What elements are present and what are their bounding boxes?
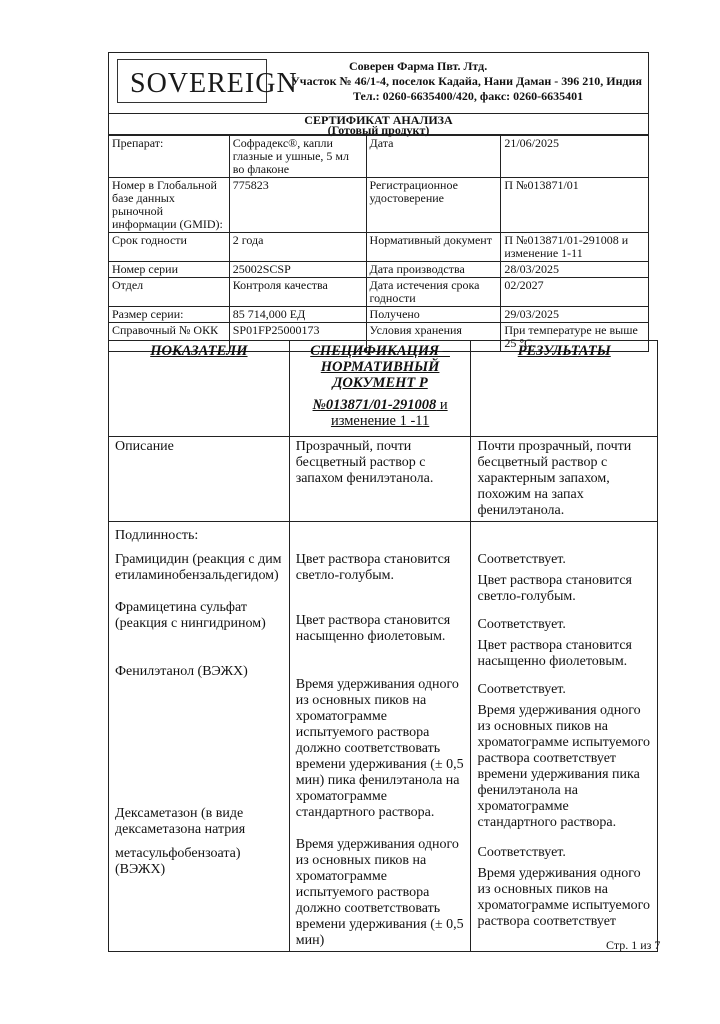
dept-value: Контроля качества xyxy=(229,278,366,307)
certificate-title: СЕРТИФИКАТ АНАЛИЗА xyxy=(304,113,453,127)
storage-value: При температуре не выше 25 °С. xyxy=(501,323,649,352)
description-spec: Прозрачный, почти бесцветный раствор с запахом фенилэтанола. xyxy=(289,437,471,522)
storage-label: Условия хранения xyxy=(366,323,501,352)
dexamethasone-result: Время удерживания одного из основных пиков на хроматограмме испытуемого раствора соответствует xyxy=(477,866,650,929)
col-indicators-header xyxy=(109,341,290,437)
identity-cell xyxy=(109,522,290,952)
date-value: 21/06/2025 xyxy=(501,136,649,178)
company-name: Соверен Фарма Пвт. Лтд. xyxy=(349,59,488,73)
company-header xyxy=(108,52,649,114)
col-spec-label: СПЕЦИФИКАЦИЯ – НОРМАТИВНЫЙ ДОКУМЕНТ Р xyxy=(310,343,450,391)
identity-spec-cell xyxy=(289,522,471,952)
preparation-label: Препарат: xyxy=(109,136,230,178)
normdoc-value: П №013871/01-291008 и изменение 1-11 xyxy=(501,233,649,262)
normdoc-label: Нормативный документ xyxy=(366,233,501,262)
exp-value: 02/2027 xyxy=(501,278,649,307)
specification-table xyxy=(108,340,661,952)
date-label: Дата xyxy=(366,136,501,178)
spec-row-identity xyxy=(109,522,658,952)
size-value: 85 714,000 ЕД xyxy=(229,307,366,323)
dexamethasone-name-1: Дексаметазон (в виде дексаметазона натрия xyxy=(115,806,246,837)
col-spec-doc-number: №013871/01-291008 xyxy=(312,397,437,413)
col-indicators-label: ПОКАЗАТЕЛИ xyxy=(150,343,248,359)
spec-header-row xyxy=(109,341,658,437)
description-result: Почти прозрачный, почти бесцветный раствор с характерным запахом, похожим на запах фенилэтанола. xyxy=(471,437,658,522)
gramicidin-result: Цвет раствора становится светло-голубым. xyxy=(477,573,632,604)
preparation-value: Софрадекс®, капли глазные и ушные, 5 мл во флаконе xyxy=(229,136,366,178)
product-info-table xyxy=(108,135,649,352)
mfg-value: 28/03/2025 xyxy=(501,262,649,278)
page-number: Стр. 1 из 7 xyxy=(606,938,661,952)
certificate-subtitle: (Готовый продукт) xyxy=(327,123,430,137)
dexamethasone-spec: Время удерживания одного из основных пиков на хроматограмме испытуемого раствора должно соответствовать времени удерживания (± 0,5 мин) xyxy=(295,837,464,948)
reg-value: П №013871/01 xyxy=(501,178,649,233)
gramicidin-result-status: Соответствует. xyxy=(477,552,566,567)
framycetin-result-status: Соответствует. xyxy=(477,617,566,632)
gmid-value: 775823 xyxy=(229,178,366,233)
phenylethanol-spec: Время удерживания одного из основных пиков на хроматограмме испытуемого раствора должно соответствовать времени удерживания (± 0,5 мин) пика фенилэтанола на хроматограмме стандартного раствора. xyxy=(295,677,464,820)
received-label: Получено xyxy=(366,307,501,323)
batch-label: Номер серии xyxy=(109,262,230,278)
phenylethanol-result: Время удерживания одного из основных пиков на хроматограмме испытуемого раствора соответствует времени удерживания пика фенилэтанола на хроматограмме стандартного раствора. xyxy=(477,703,650,830)
company-phones: Тел.: 0260-6635400/420, факс: 0260-6635401 xyxy=(353,89,584,103)
info-row xyxy=(109,278,649,307)
col-results-label: РЕЗУЛЬТАТЫ xyxy=(517,343,611,359)
framycetin-name: Фрамицетина сульфат (реакция с нингидрином) xyxy=(115,600,266,631)
col-spec-header xyxy=(289,341,471,437)
info-row xyxy=(109,307,649,323)
exp-label: Дата истечения срока годности xyxy=(366,278,501,307)
shelf-value: 2 года xyxy=(229,233,366,262)
certificate-title-box xyxy=(108,114,649,135)
shelf-label: Срок годности xyxy=(109,233,230,262)
identity-heading: Подлинность: xyxy=(115,528,199,543)
spec-row-description xyxy=(109,437,658,522)
reg-label: Регистрационное удостоверение xyxy=(366,178,501,233)
ref-label: Справочный № ОКК xyxy=(109,323,230,352)
info-row xyxy=(109,136,649,178)
info-row xyxy=(109,262,649,278)
col-spec-revision: и изменение 1 -11 xyxy=(330,397,448,429)
gramicidin-name: Грамицидин (реакция с диметиламинобензальдегидом) xyxy=(115,552,282,583)
phenylethanol-name: Фенилэтанол (ВЭЖХ) xyxy=(115,664,248,679)
dept-label: Отдел xyxy=(109,278,230,307)
logo-text: SOVEREIGN xyxy=(130,68,298,99)
framycetin-spec: Цвет раствора становится насыщенно фиолетовым. xyxy=(295,613,451,644)
company-address: Участок № 46/1-4, поселок Кадайа, Нани Даман - 396 210, Индия xyxy=(291,74,642,88)
dexamethasone-name-2: метасульфобензоата) (ВЭЖХ) xyxy=(115,846,241,877)
size-label: Размер серии: xyxy=(109,307,230,323)
ref-value: SP01FP25000173 xyxy=(229,323,366,352)
info-row xyxy=(109,233,649,262)
dexamethasone-result-status: Соответствует. xyxy=(477,845,566,860)
mfg-label: Дата производства xyxy=(366,262,501,278)
info-row xyxy=(109,178,649,233)
framycetin-result: Цвет раствора становится насыщенно фиолетовым. xyxy=(477,638,632,669)
gmid-label: Номер в Глобальной базе данных рыночной информации (GMID): xyxy=(109,178,230,233)
col-results-header xyxy=(471,341,658,437)
phenylethanol-result-status: Соответствует. xyxy=(477,682,566,697)
received-value: 29/03/2025 xyxy=(501,307,649,323)
company-logo xyxy=(117,59,298,103)
identity-result-cell xyxy=(471,522,661,952)
batch-value: 25002SCSP xyxy=(229,262,366,278)
description-name: Описание xyxy=(109,437,290,522)
gramicidin-spec: Цвет раствора становится светло-голубым. xyxy=(295,552,451,583)
